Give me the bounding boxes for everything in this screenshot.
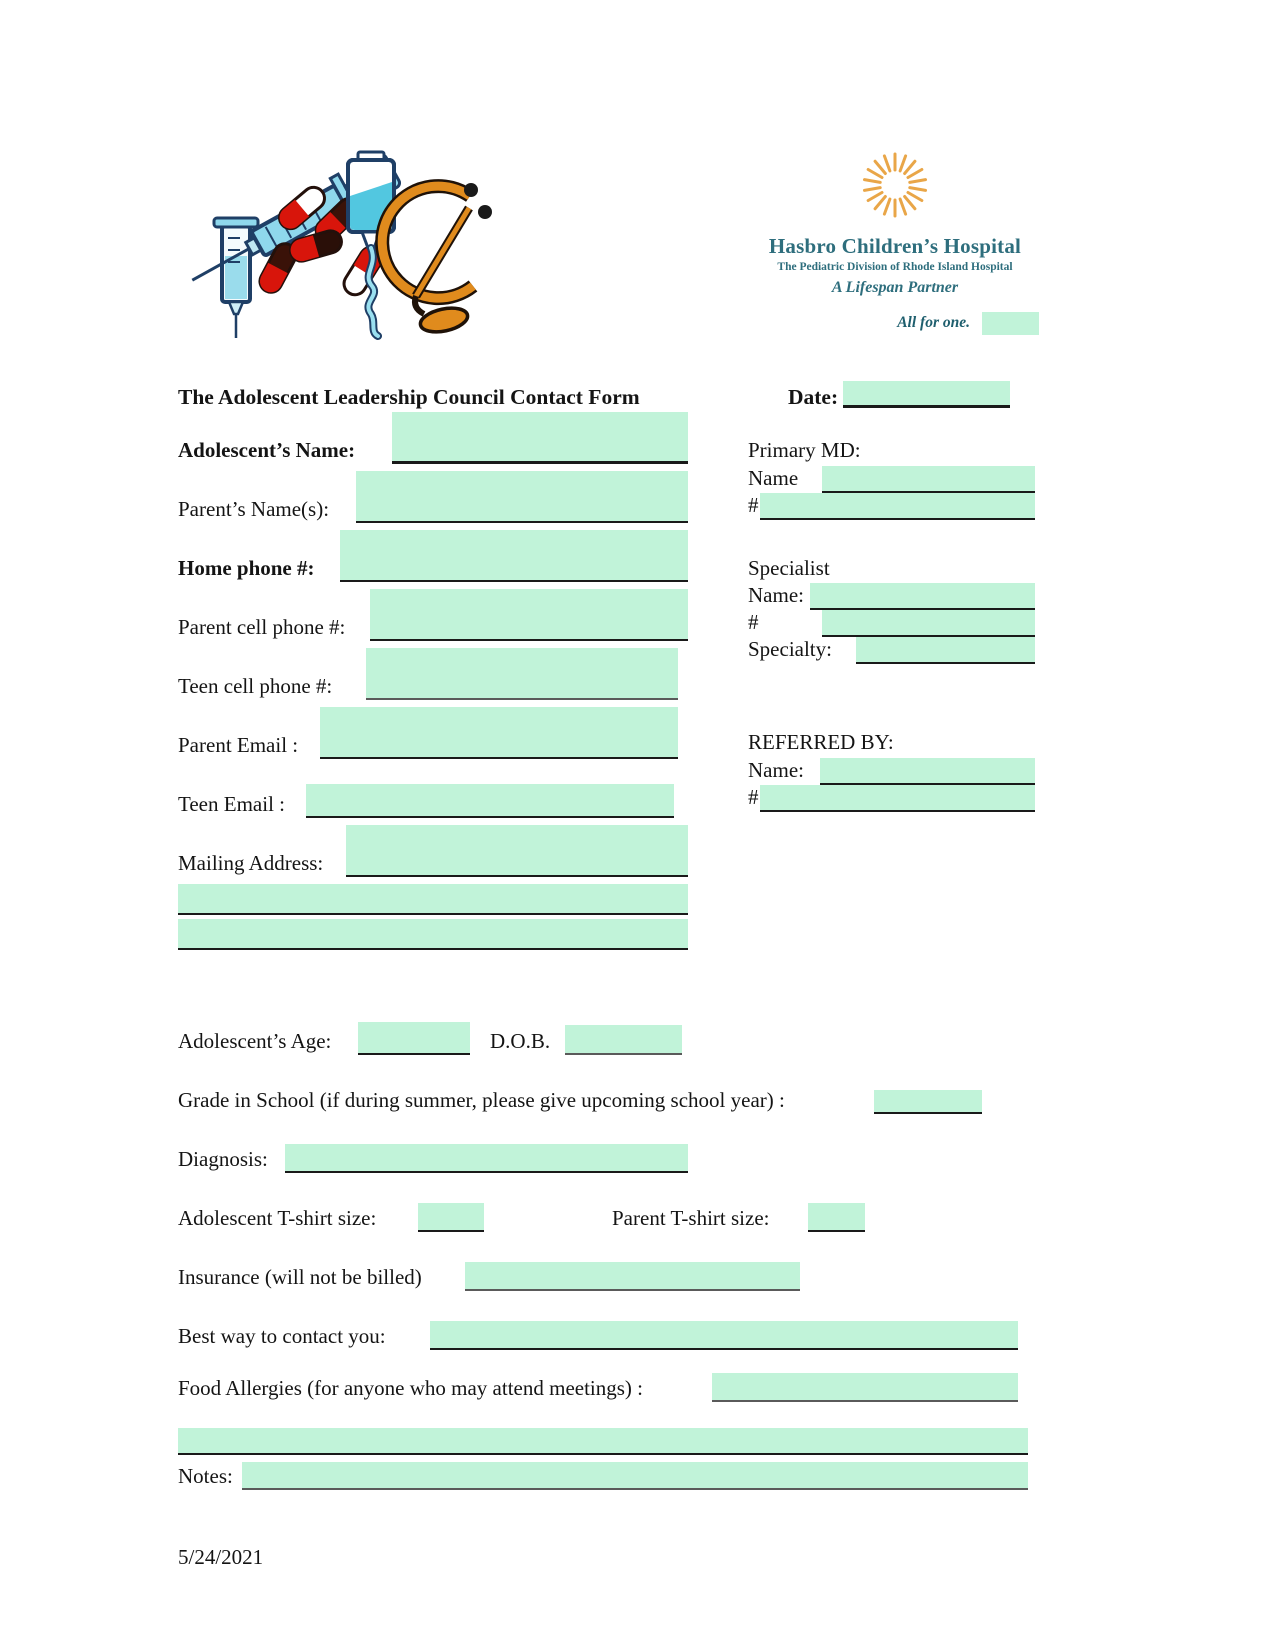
best-contact-field[interactable]	[430, 1321, 1018, 1350]
adolescent-name-label: Adolescent’s Name:	[178, 438, 356, 462]
teen-cell-label: Teen cell phone #:	[178, 674, 333, 698]
hospital-logo	[750, 140, 1040, 345]
notes-label: Notes:	[178, 1464, 233, 1488]
primary-md-name-field[interactable]	[822, 466, 1035, 493]
referred-by-name-field[interactable]	[820, 758, 1035, 785]
home-phone-label: Home phone #:	[178, 556, 315, 580]
notes-field[interactable]	[242, 1462, 1028, 1490]
specialist-number-label: #	[748, 610, 759, 634]
insurance-label: Insurance (will not be billed)	[178, 1265, 422, 1289]
teen-cell-field[interactable]	[366, 648, 678, 700]
home-phone-field[interactable]	[340, 530, 688, 582]
teen-email-label: Teen Email :	[178, 792, 285, 816]
primary-md-number-label: #	[748, 493, 759, 517]
stethoscope-icon	[382, 183, 492, 336]
diagnosis-label: Diagnosis:	[178, 1147, 268, 1171]
insurance-field[interactable]	[465, 1262, 800, 1291]
hospital-subtitle: The Pediatric Division of Rhode Island Hospital	[777, 261, 1013, 273]
grade-label: Grade in School (if during summer, please give upcoming school year) :	[178, 1088, 785, 1112]
specialist-label: Specialist	[748, 556, 830, 580]
hospital-partner: A Lifespan Partner	[831, 279, 959, 296]
date-field[interactable]	[843, 381, 1010, 408]
adolescent-tshirt-label: Adolescent T-shirt size:	[178, 1206, 377, 1230]
primary-md-name-label: Name	[748, 466, 799, 490]
parents-names-field[interactable]	[356, 471, 688, 523]
mailing-address-line2-field[interactable]	[178, 884, 688, 915]
parent-tshirt-field[interactable]	[808, 1203, 865, 1232]
hospital-tagline: All for one.	[897, 314, 970, 331]
mailing-address-label: Mailing Address:	[178, 851, 324, 875]
food-allergies-field[interactable]	[712, 1373, 1018, 1402]
age-field[interactable]	[358, 1022, 470, 1055]
mailing-address-line3-field[interactable]	[178, 919, 688, 950]
parent-cell-field[interactable]	[370, 589, 688, 641]
specialist-name-field[interactable]	[810, 583, 1035, 610]
dob-field[interactable]	[565, 1025, 682, 1055]
specialty-label: Specialty:	[748, 637, 832, 661]
adolescent-name-field[interactable]	[392, 412, 688, 464]
tagline-redaction-highlight	[982, 312, 1039, 335]
food-allergies-label: Food Allergies (for anyone who may attend meetings) :	[178, 1376, 644, 1400]
referred-by-label: REFERRED BY:	[748, 730, 894, 754]
parent-cell-label: Parent cell phone #:	[178, 615, 346, 639]
form-title: The Adolescent Leadership Council Contact Form	[178, 385, 640, 409]
best-contact-label: Best way to contact you:	[178, 1324, 386, 1348]
sun-icon	[858, 148, 932, 222]
referred-by-number-label: #	[748, 785, 759, 809]
specialist-name-label: Name:	[748, 583, 804, 607]
primary-md-label: Primary MD:	[748, 438, 861, 462]
parent-email-field[interactable]	[320, 707, 678, 759]
hospital-name: Hasbro Children’s Hospital	[768, 234, 1022, 258]
dob-label: D.O.B.	[490, 1029, 551, 1053]
extra-line-field[interactable]	[178, 1428, 1028, 1455]
revision-date: 5/24/2021	[178, 1545, 264, 1569]
date-label: Date:	[788, 385, 839, 409]
parent-tshirt-label: Parent T-shirt size:	[612, 1206, 770, 1230]
mailing-address-field[interactable]	[346, 825, 688, 877]
specialist-number-field[interactable]	[822, 610, 1035, 637]
parents-names-label: Parent’s Name(s):	[178, 497, 330, 521]
talc-logo	[172, 138, 492, 343]
referred-by-number-field[interactable]	[760, 785, 1035, 812]
teen-email-field[interactable]	[306, 784, 674, 818]
parent-email-label: Parent Email :	[178, 733, 299, 757]
adolescent-tshirt-field[interactable]	[418, 1203, 484, 1232]
primary-md-number-field[interactable]	[760, 493, 1035, 520]
age-label: Adolescent’s Age:	[178, 1029, 332, 1053]
diagnosis-field[interactable]	[285, 1144, 688, 1173]
referred-by-name-label: Name:	[748, 758, 804, 782]
specialty-field[interactable]	[856, 637, 1035, 664]
grade-field[interactable]	[874, 1090, 982, 1114]
